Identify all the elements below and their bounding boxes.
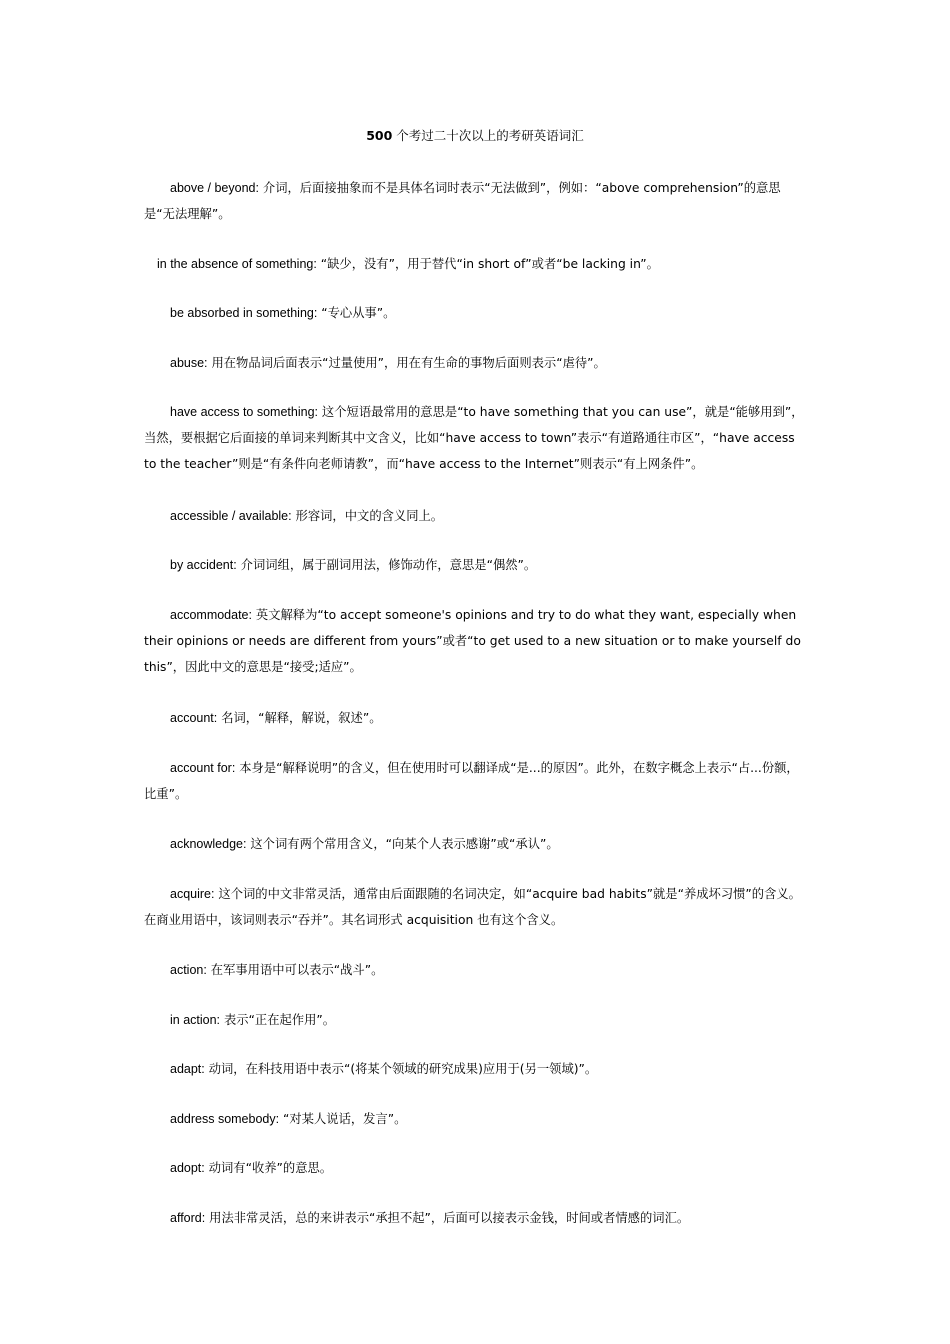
entry-definition: 介词词组，属于副词用法，修饰动作，意思是“偶然”。 (240, 558, 537, 572)
document-title (0, 126, 950, 146)
vocab-entry-abuse (144, 350, 808, 376)
vocab-entry-above-beyond (144, 175, 808, 227)
entry-term: afford: (170, 1211, 206, 1225)
entry-definition: 本身是“解释说明”的含义，但在使用时可以翻译成“是...的原因”。此外，在数字概念上表示“占...份额，比重”。 (144, 761, 799, 801)
entry-term: be absorbed in something: (170, 306, 318, 320)
entry-term: have access to something: (170, 405, 318, 419)
vocab-entry-address (144, 1106, 808, 1132)
entry-definition: “对某人说话，发言”。 (283, 1112, 407, 1126)
vocab-entry-accessible (144, 503, 808, 529)
vocab-entry-accommodate (144, 602, 808, 680)
entry-term: address somebody: (170, 1112, 280, 1126)
entry-definition: 表示“正在起作用”。 (223, 1013, 336, 1027)
vocab-entry-in-action (144, 1007, 808, 1033)
vocab-entry-absence (144, 251, 808, 277)
entry-term: by accident: (170, 558, 237, 572)
entry-term: accessible / available: (170, 509, 292, 523)
entry-term: accommodate: (170, 608, 252, 622)
vocab-entry-by-accident (144, 552, 808, 578)
entry-definition: 介词，后面接抽象而不是具体名词时表示“无法做到”，例如：“above comprehension”的意思是“无法理解”。 (144, 181, 781, 221)
vocab-entry-adopt (144, 1155, 808, 1181)
entry-definition: 名词，“解释，解说，叙述”。 (221, 711, 382, 725)
entry-definition: 形容词，中文的含义同上。 (295, 509, 444, 523)
entry-definition: 这个词有两个常用含义，“向某个人表示感谢”或“承认”。 (250, 837, 559, 851)
entry-term: account: (170, 711, 218, 725)
entry-definition: 在军事用语中可以表示“战斗”。 (210, 963, 384, 977)
entry-definition: 用法非常灵活，总的来讲表示“承担不起”，后面可以接表示金钱，时间或者情感的词汇。 (209, 1211, 690, 1225)
entry-term: account for: (170, 761, 236, 775)
title-number: 500 (366, 128, 393, 143)
vocab-entry-absorbed (144, 300, 808, 326)
vocab-entry-adapt (144, 1056, 808, 1082)
entry-term: action: (170, 963, 207, 977)
entry-definition: 这个短语最常用的意思是“to have something that you can use”，就是“能够用到”，当然，要根据它后面接的单词来判断其中文含义，比如“have access to town”表示“有道路通往市区”，“have access to the teacher”则是“有条件向老师请教”，而“have access to the Internet”则表示“有上网条件”。 (144, 405, 804, 471)
vocab-entry-account (144, 705, 808, 731)
entry-definition: 动词，在科技用语中表示“(将某个领域的研究成果)应用于(另一领域)”。 (208, 1062, 598, 1076)
vocab-entry-afford (144, 1205, 808, 1231)
entry-term: adapt: (170, 1062, 205, 1076)
entry-term: acknowledge: (170, 837, 247, 851)
entry-term: abuse: (170, 356, 208, 370)
entry-definition: “专心从事”。 (321, 306, 396, 320)
title-text: 个考过二十次以上的考研英语词汇 (396, 128, 584, 143)
entry-definition: 这个词的中文非常灵活，通常由后面跟随的名词决定，如“acquire bad habits”就是“养成坏习惯”的含义。在商业用语中，该词则表示“吞并”。其名词形式 acquisition 也有这个含义。 (144, 887, 801, 927)
entry-definition: 英文解释为“to accept someone's opinions and try to do what they want, especially when their opinions or needs are different from yours”或者“to get used to a new situation or to make yourself do this”，因此中文的意思是“接受;适应”。 (144, 608, 801, 674)
entry-definition: “缺少，没有”，用于替代“in short of”或者“be lacking in”。 (320, 257, 659, 271)
entry-term: acquire: (170, 887, 215, 901)
vocab-entry-account-for (144, 755, 808, 807)
vocab-entry-acknowledge (144, 831, 808, 857)
entry-definition: 用在物品词后面表示“过量使用”，用在有生命的事物后面则表示“虐待”。 (211, 356, 606, 370)
vocab-entry-action (144, 957, 808, 983)
vocab-entry-acquire (144, 881, 808, 933)
vocab-entry-access (144, 399, 808, 477)
entry-term: in the absence of something: (157, 257, 317, 271)
entry-term: above / beyond: (170, 181, 259, 195)
entry-term: in action: (170, 1013, 221, 1027)
entry-definition: 动词有“收养”的意思。 (208, 1161, 333, 1175)
entry-term: adopt: (170, 1161, 205, 1175)
